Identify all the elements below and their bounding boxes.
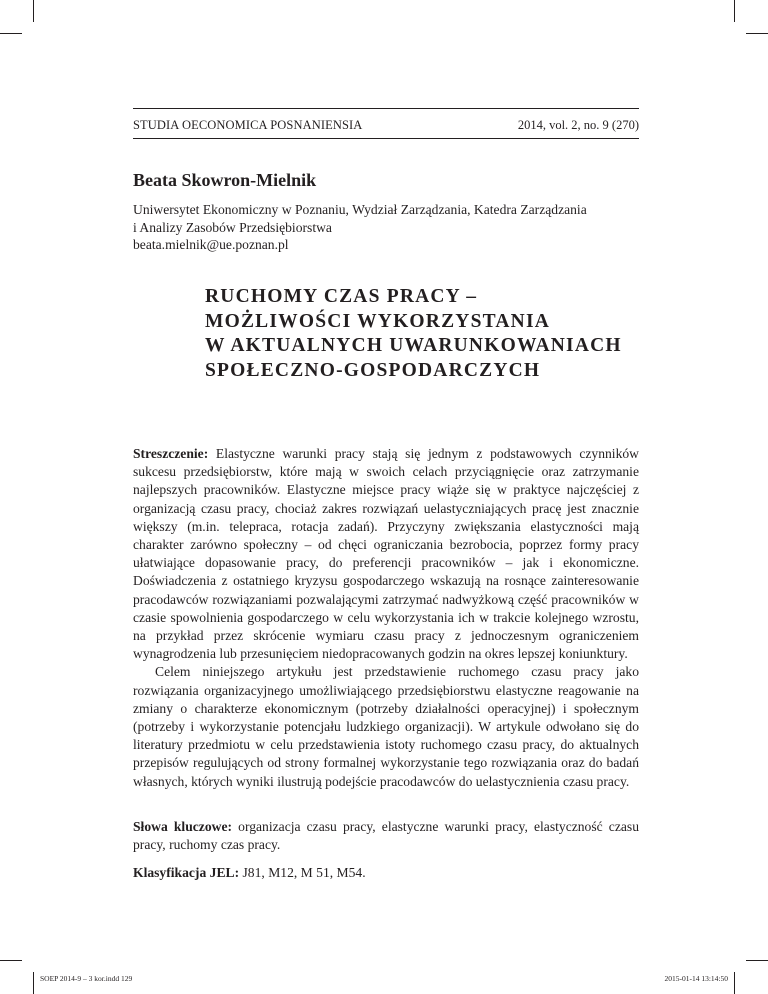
keywords-text: organizacja czasu pracy, elastyczne warunki pracy, elastyczność czasu pracy, ruchomy czas pracy.	[133, 819, 639, 853]
abstract-text: Elastyczne warunki pracy stają się jednym z podstawowych czynników sukcesu przedsiębiorstw, które mają w swoich celach przyciągnięcie oraz zatrzymanie najlepszych pracowników. Elastyczne miejsce pracy wiąże się w praktyce najczęściej z organizacją czasu pracy, chociaż zakres rozwiązań uelastyczniających pracę jest znacznie większy (m.in. telepraca, rotacja zadań). Przyczyny zwiększania elastyczności mają charakter zarówno społeczny – od chęci ograniczania bezrobocia, poprzez formy pracy ułatwiające dopasowanie pracy, do preferencji pracowników – jak i ekonomiczne. Doświadczenia z ostatniego kryzysu gospodarczego wskazują na rosnące zainteresowanie pracodawców rozwiązaniami pozwalającymi zatrzymać nadwyżkową część pracowników w czasie spowolnienia gospodarczego w celu wykorzystania ich w trakcie kolejnego wzrostu, na przykład przez skrócenie wymiaru czasu pracy z jednoczesnym ograniczeniem wynagrodzenia lub przesunięciem niedopracowanych godzin na okres lepszej koniunktury.	[133, 446, 639, 662]
jel-label: Klasyfikacja JEL:	[133, 865, 240, 880]
affiliation-line: Uniwersytet Ekonomiczny w Poznaniu, Wydział Zarządzania, Katedra Zarządzania	[133, 202, 587, 217]
crop-mark	[33, 0, 34, 22]
jel-text: J81, M12, M 51, M54.	[242, 865, 366, 880]
header-top-rule	[133, 108, 639, 109]
author-name: Beata Skowron-Mielnik	[133, 170, 317, 190]
crop-mark	[746, 33, 768, 34]
affiliation-line: i Analizy Zasobów Przedsiębiorstwa	[133, 219, 332, 235]
keywords	[133, 818, 639, 854]
title-line: SPOŁECZNO-GOSPODARCZYCH	[205, 359, 541, 381]
article-title	[205, 285, 635, 383]
title-line: W AKTUALNYCH UWARUNKOWANIACH	[205, 335, 622, 356]
keywords-label: Słowa kluczowe:	[133, 819, 233, 834]
jel-classification	[133, 864, 639, 882]
crop-mark	[33, 972, 34, 994]
title-line: RUCHOMY CZAS PRACY –	[205, 286, 478, 307]
header-bottom-rule	[133, 138, 639, 139]
journal-name: STUDIA OECONOMICA POSNANIENSIA	[133, 118, 363, 132]
crop-mark	[0, 33, 22, 34]
title-line: MOŻLIWOŚCI WYKORZYSTANIA	[205, 310, 551, 332]
abstract-label: Streszczenie:	[133, 446, 209, 461]
print-slug-date: 2015-01-14 13:14:50	[664, 974, 728, 983]
journal-volume: 2014, vol. 2, no. 9 (270)	[517, 118, 639, 132]
crop-mark	[734, 972, 735, 994]
abstract-paragraph: Celem niniejszego artykułu jest przedstawienie ruchomego czasu pracy jako rozwiązania organizacyjnego umożliwiającego przedsiębiorstwu elastyczne reagowanie na zmiany o charakterze ekonomicznym (potrzeby działalności operacyjnej) i społecznym (potrzeby i wykorzystanie potencjału ludzkiego organizacji). W artykule odwołano się do literatury przedmiotu w celu przedstawienia istoty ruchomego czasu pracy, do aktualnych przepisów regulujących od strony formalnej wykorzystanie tego rozwiązania oraz do badań własnych, których wyniki ilustrują podejście pracodawców do uelastycznienia czasu pracy.	[133, 664, 639, 789]
abstract	[133, 445, 639, 791]
abstract-paragraph	[133, 445, 639, 663]
print-slug-file: SOEP 2014-9 – 3 kor.indd 129	[40, 974, 133, 983]
crop-mark	[734, 0, 735, 22]
author-affiliation	[133, 201, 639, 254]
author-email: beata.mielnik@ue.poznan.pl	[133, 237, 289, 252]
crop-mark	[0, 960, 22, 961]
crop-mark	[746, 960, 768, 961]
